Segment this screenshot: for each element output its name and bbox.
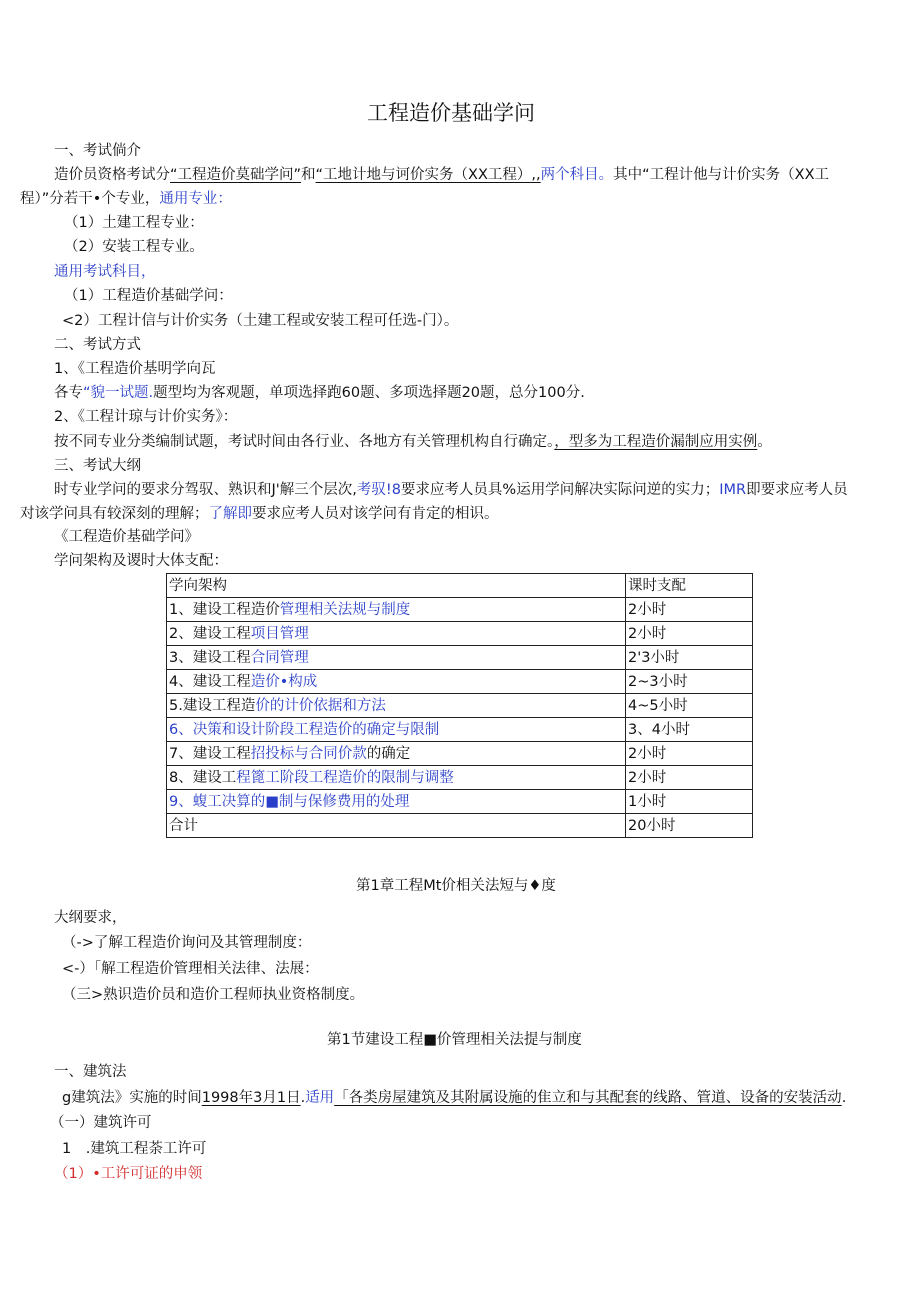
general-subjects-heading: 通用考试科目， (54, 264, 156, 280)
text-run: 。 (757, 434, 772, 450)
topic-cell (167, 646, 626, 670)
section-2-heading: 二、考试方式 (54, 337, 141, 353)
exam-format-line-2 (54, 432, 772, 452)
topic-cell (167, 694, 626, 718)
section-1-heading: 一、考试倘介 (54, 143, 141, 159)
subject-item-2: <2）工程计信与计价实务（土建工程或安装工程可任选-门）。 (62, 313, 459, 329)
exam-format-line-1 (54, 383, 585, 403)
syllabus-paragraph-line-1 (54, 480, 848, 500)
table-row (167, 718, 753, 742)
highlight-text: IMR (719, 482, 747, 498)
requirement-item-1: （->了解工程造价询问及其管理制度： (62, 935, 312, 951)
highlight-text: 适用 (305, 1090, 335, 1106)
table-header-row (167, 574, 753, 598)
highlight-text: 造价•构成 (250, 673, 318, 690)
table-row (167, 646, 753, 670)
hours-cell: 2小时 (626, 622, 753, 646)
table-row (167, 694, 753, 718)
construction-permit-heading: 1 .建筑工程荼工许可 (62, 1141, 207, 1157)
hours-cell: 2小时 (626, 598, 753, 622)
specialty-item-2: （2）安装工程专业。 (64, 239, 204, 255)
hours-cell: 2小时 (626, 742, 753, 766)
text-run: 3、建设工程 (169, 649, 251, 666)
table-row (167, 766, 753, 790)
syllabus-paragraph-line-2 (20, 504, 499, 524)
table-row (167, 598, 753, 622)
underlined-text: “工地计地与诃价实务（XX工程）,, (315, 167, 541, 183)
text-run: 其中“工程计他与计价实务（XX工 (613, 167, 830, 183)
text-run: 对该学问具有较深刻的理解； (20, 506, 209, 522)
outline-requirements-label: 大纲要求， (54, 910, 127, 926)
topic-cell (167, 718, 626, 742)
topic-cell (167, 742, 626, 766)
highlight-text: 合同管理 (250, 649, 309, 666)
text-run: 8、建设工 (169, 769, 237, 786)
underlined-text: 1998年3月1日 (201, 1090, 301, 1106)
exam-subsection-2: 2、《工程计琼与计价实务》： (54, 409, 238, 425)
text-run: 即要求应考人员 (746, 482, 848, 498)
highlight-text: 价的计价依据和方法 (255, 697, 386, 714)
requirement-item-3: （三>熟识造价员和造价工程师执业资格制度。 (62, 987, 365, 1003)
construction-law-heading: 一、建筑法 (54, 1064, 127, 1080)
course-hours-table (166, 573, 753, 838)
text-run: 要求应考人员对该学问有肯定的相识。 (252, 506, 499, 522)
text-run: 和 (301, 167, 316, 183)
highlight-text: 了解即 (208, 506, 252, 522)
subject-item-1: （1）工程造价基础学问： (64, 288, 233, 304)
column-header: 课时支配 (626, 574, 753, 598)
highlight-text: 管理相关法规与制度 (279, 601, 411, 618)
table-row (167, 790, 753, 814)
exam-subsection-1: 1、《工程造价基明学向瓦 (54, 361, 216, 377)
highlight-text: 考驭!8 (356, 482, 401, 498)
text-run: 的确定 (366, 745, 411, 762)
text-run: 要求应考人员具%运用学问解决实际问逆的实力； (400, 482, 720, 498)
table-row (167, 814, 753, 838)
text-run: g建筑法》实施的时间 (62, 1090, 202, 1106)
underlined-text: “工程造价莫础学问” (170, 167, 302, 183)
hours-cell: 4~5小时 (626, 694, 753, 718)
hours-cell: 2~3小时 (626, 670, 753, 694)
column-header: 学向架构 (167, 574, 626, 598)
text-run: 题型均为客观题，单项选择跑60题、多项选择题20题，总分100分. (153, 385, 585, 401)
highlight-text: 招投标与合同价款 (250, 745, 367, 762)
topic-cell (167, 670, 626, 694)
arrangement-caption: 学问架构及谡时大体支配： (54, 553, 228, 569)
table-row (167, 622, 753, 646)
text-run: 各专 (54, 385, 83, 401)
topic-cell (167, 790, 626, 814)
section-heading: 第1节建设工程■价管理相关法提与制度 (327, 1032, 582, 1048)
highlight-text: “貌一试题. (83, 385, 154, 401)
text-run: 4、建设工程 (169, 673, 251, 690)
text-run: 时专业学问的要求分驾驭、熟识和J'解三个层次, (54, 482, 357, 498)
hours-cell: 1小时 (626, 790, 753, 814)
construction-law-paragraph (62, 1088, 846, 1108)
hours-cell: 2小时 (626, 766, 753, 790)
section-1-paragraph-line-1 (54, 165, 829, 185)
text-run: 5.建设工程造 (169, 697, 256, 714)
underlined-text: ，型多为工程造价漏制应用实例 (554, 434, 758, 450)
text-run: . (300, 1090, 306, 1106)
text-run: 合计 (169, 817, 198, 834)
highlight-text: 两个科目。 (540, 167, 614, 183)
table-row (167, 742, 753, 766)
book-title: 《工程造价基础学问》 (54, 529, 199, 545)
topic-cell (167, 766, 626, 790)
document-title: 工程造价基础学问 (367, 101, 535, 125)
chapter-1-heading: 第1章工程Mt价相关法短与♦度 (356, 878, 556, 894)
table-row (167, 670, 753, 694)
requirement-item-2: <-）「解工程造价管理相关法律、法展： (62, 961, 319, 977)
highlight-text: 9、蝮工决算的■制与保修费用的处理 (169, 793, 410, 810)
highlight-text: 通用专业： (159, 191, 232, 207)
text-run: 7、建设工程 (169, 745, 251, 762)
permit-application-heading: （1）•工许可证的申领 (54, 1166, 203, 1182)
highlight-text: 项目管理 (250, 625, 309, 642)
topic-cell (167, 598, 626, 622)
section-3-heading: 三、考试大纲 (54, 458, 141, 474)
hours-cell: 3、4小时 (626, 718, 753, 742)
underlined-text: 「各类房屋建筑及其附属设施的隹立和与其配套的线路、管道、设备的安装活动 (334, 1090, 842, 1106)
text-run: 程）”分若干•个专业， (20, 191, 160, 207)
text-run: 按不同专业分类编制试题，考试时间由各行业、各地方有关管理机构自行确定。 (54, 434, 555, 450)
hours-cell: 20小时 (626, 814, 753, 838)
text-run: 2、建设工程 (169, 625, 251, 642)
text-run: 1、建设工程造价 (169, 601, 280, 618)
text-run: . (841, 1090, 847, 1106)
topic-cell (167, 622, 626, 646)
text-run: 造价员资格考试分 (54, 167, 170, 183)
section-1-paragraph-line-2 (20, 189, 232, 209)
topic-cell (167, 814, 626, 838)
specialty-item-1: （1）土建工程专业： (64, 215, 204, 231)
building-permit-heading: （一）建筑许可 (50, 1115, 152, 1131)
hours-cell: 2'3小时 (626, 646, 753, 670)
highlight-text: 程篦工阶段工程造价的限制与调整 (236, 769, 454, 786)
highlight-text: 6、决策和设计阶段工程造价的确定与限制 (169, 721, 440, 738)
